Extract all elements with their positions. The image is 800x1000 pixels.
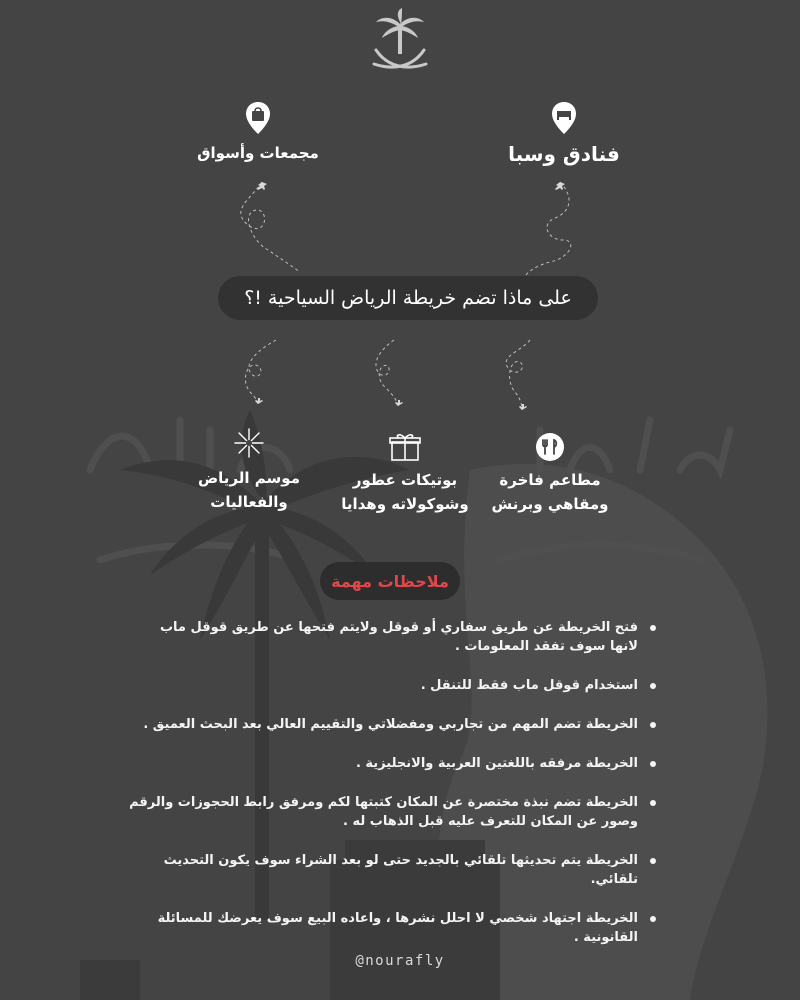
plane-icon	[257, 182, 267, 190]
note-item: الخريطة يتم تحديثها تلقائي بالجديد حتى لو بعد الشراء سوف يكون التحديث تلقائي.	[128, 851, 658, 889]
feature-line: وشوكولاته وهدايا	[341, 495, 469, 513]
plane-icon	[519, 404, 527, 410]
author-handle: @nourafly	[355, 953, 445, 969]
fireworks-icon	[232, 426, 266, 460]
feature-riyadh-season	[194, 426, 304, 514]
feature-line: ومقاهي وبرنش	[491, 495, 609, 513]
note-item: الخريطة تضم المهم من تجاربي ومفضلاتي والتقييم العالي بعد البحث العميق .	[128, 715, 658, 734]
plane-icon	[555, 182, 565, 190]
question-pill: على ماذا تضم خريطة الرياض السياحية !؟	[218, 276, 598, 320]
note-item: فتح الخريطة عن طريق سفاري أو قوقل ولايتم فتحها عن طريق قوقل ماب لانها سوف تفقد المعلومات .	[128, 618, 658, 656]
notes-title: ملاحظات مهمة	[320, 562, 460, 600]
plane-icon	[255, 398, 263, 404]
feature-boutiques	[330, 430, 480, 516]
note-item: الخريطة مرفقه باللغتين العربية والانجليزية .	[128, 754, 658, 773]
feature-line: مطاعم فاخرة	[499, 471, 601, 489]
feature-line: موسم الرياض	[198, 469, 300, 487]
note-item: الخريطة تضم نبذة مختصرة عن المكان كتبتها لكم ومرفق رابط الحجوزات والرقم وصور عن المكان للتعرف عليه قبل الذهاب له .	[128, 793, 658, 831]
note-item: استخدام قوقل ماب فقط للتنقل .	[128, 676, 658, 695]
category-title: فنادق وسبا	[508, 142, 620, 166]
feature-line: والفعاليات	[210, 493, 288, 511]
note-item: الخريطة اجتهاد شخصي لا احلل نشرها ، واعاده البيع سوف يعرضك للمسائلة القانونية .	[128, 909, 658, 947]
plane-icon	[395, 400, 403, 406]
notes-list	[128, 618, 658, 967]
feature-restaurants	[480, 432, 620, 516]
category-title: مجمعات وأسواق	[197, 144, 319, 162]
gift-icon	[387, 430, 423, 462]
feature-line: بوتيكات عطور	[352, 471, 458, 489]
dining-icon	[535, 432, 565, 462]
